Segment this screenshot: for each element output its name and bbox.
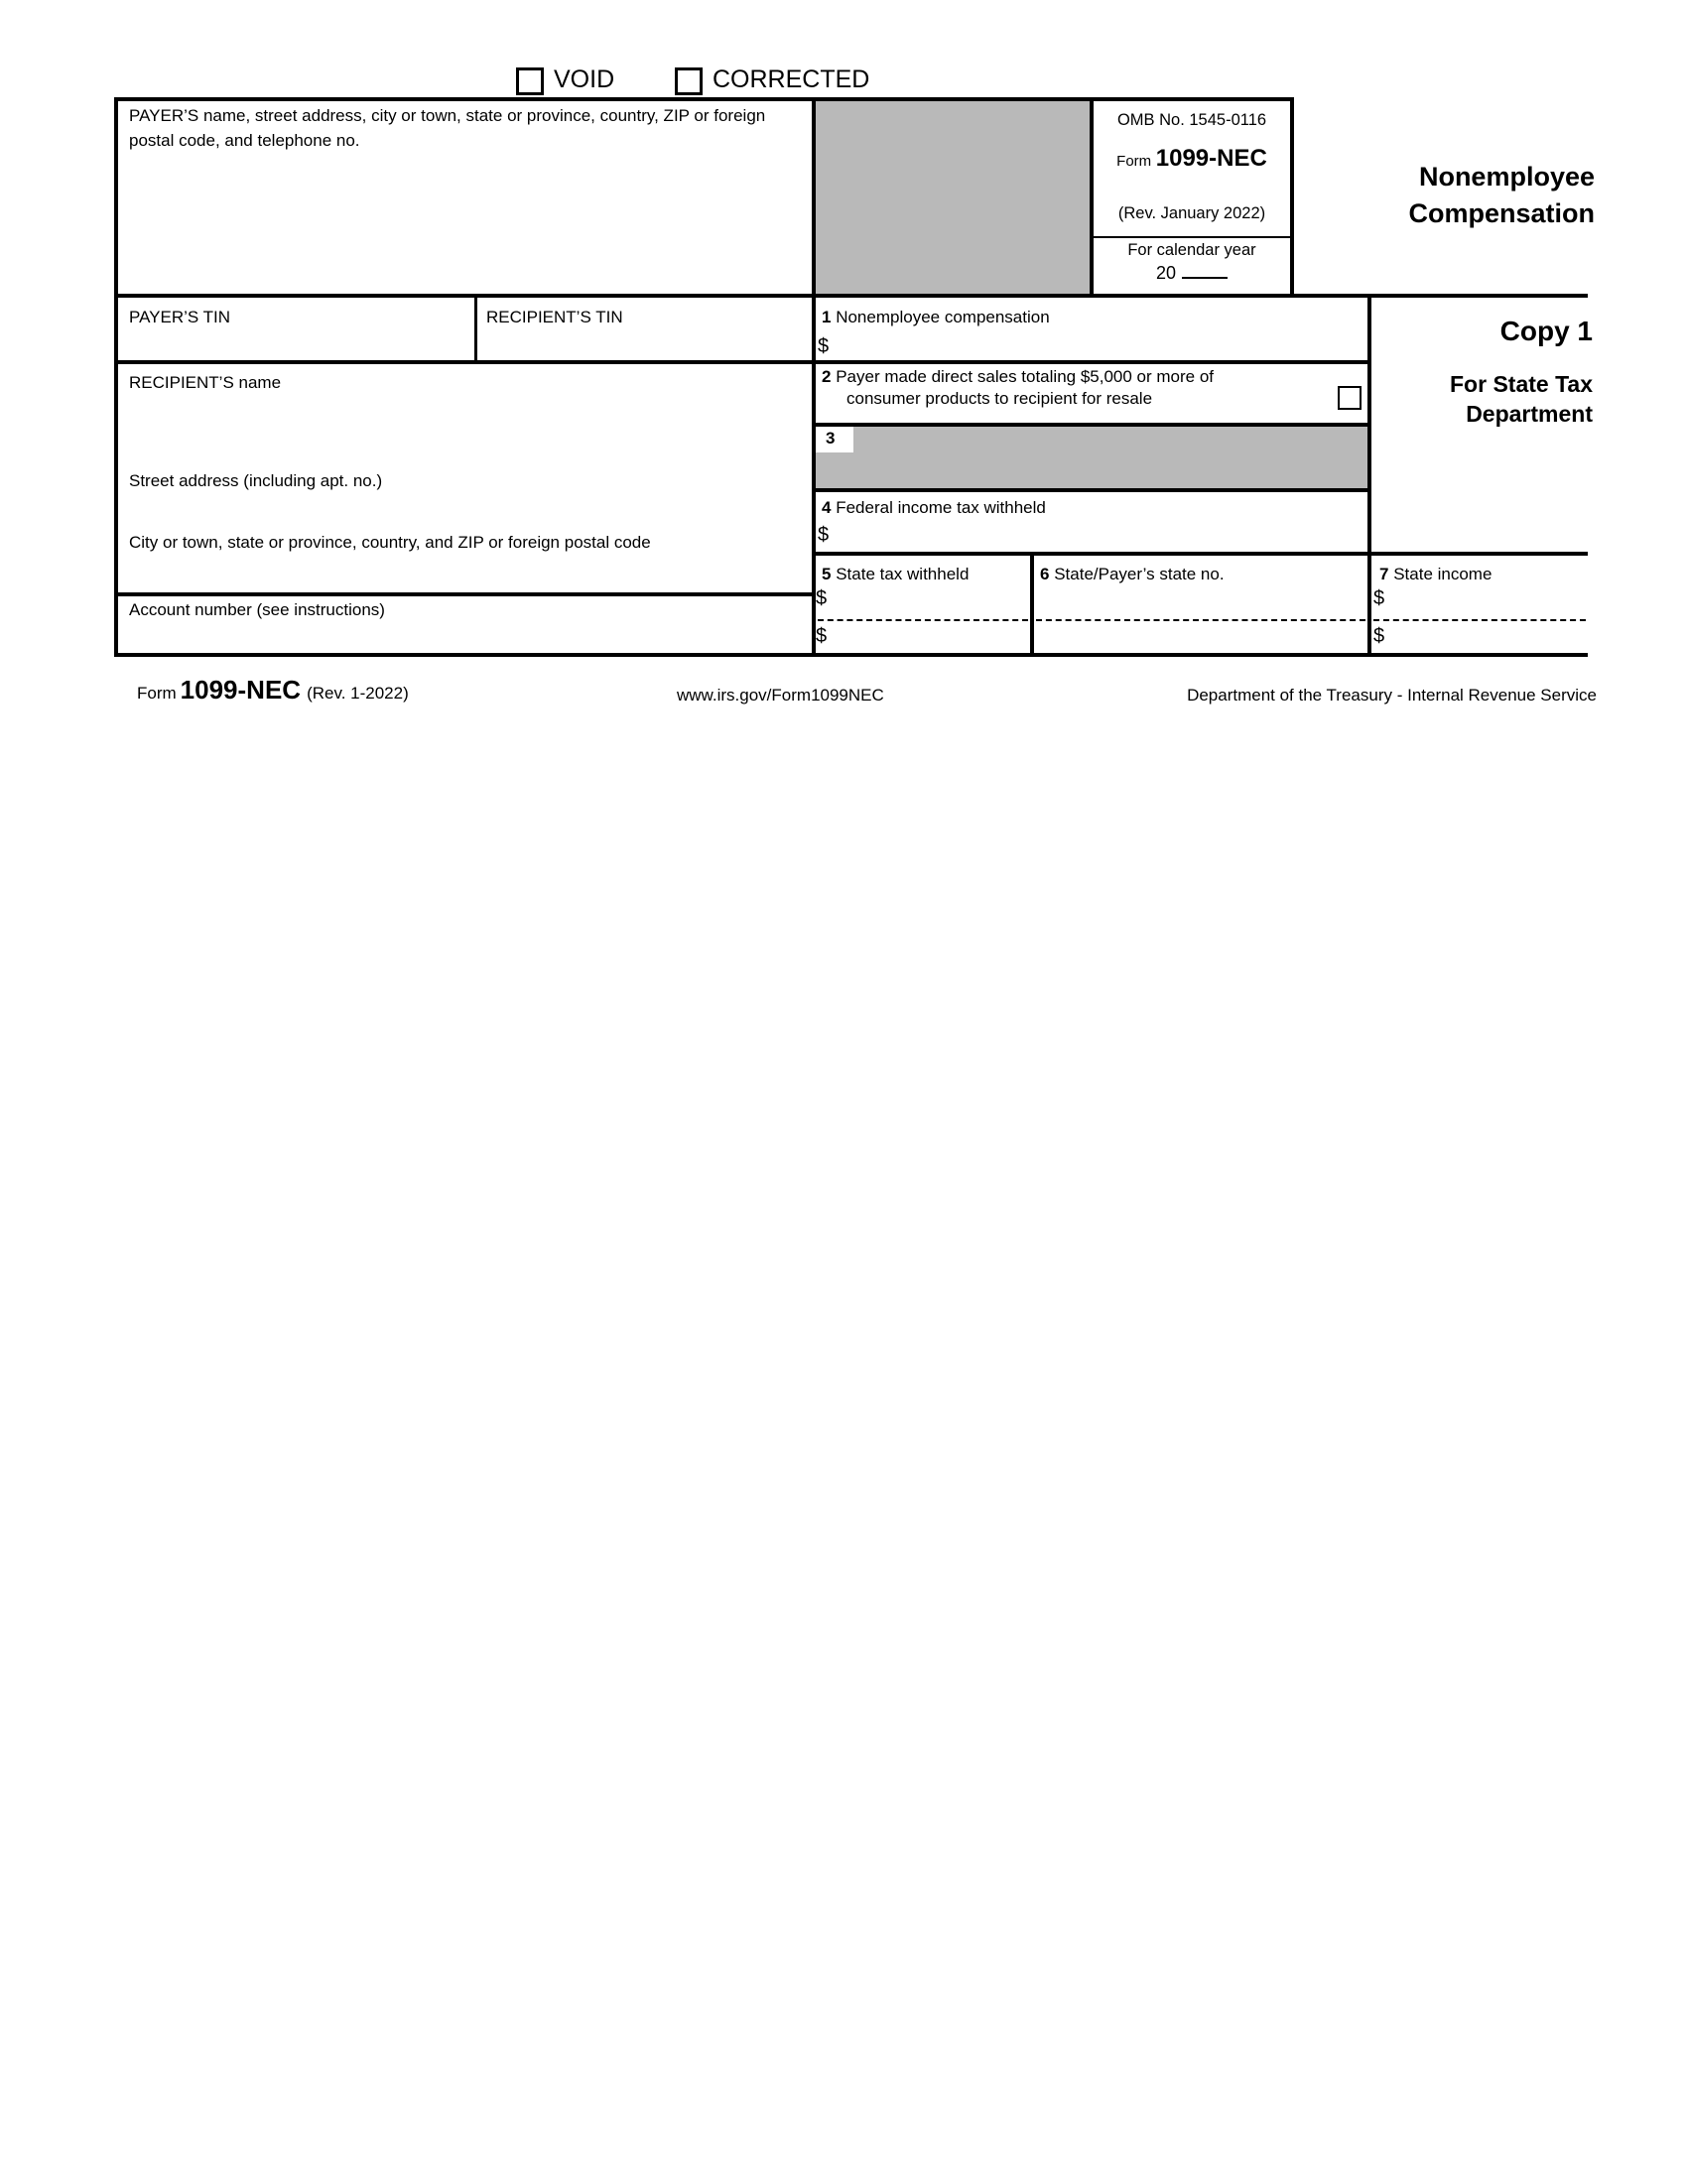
box5-amount-bottom-input[interactable] (839, 623, 1027, 649)
copy-for-line2: Department (1466, 401, 1593, 427)
account-number-label: Account number (see instructions) (129, 600, 385, 619)
box1-label (822, 305, 1050, 329)
city-state-zip-label: City or town, state or province, country, and ZIP or foreign postal code (129, 533, 651, 552)
box3-number: 3 (826, 429, 836, 448)
box2-label-line1: Payer made direct sales totaling $5,000 or more of (836, 367, 1215, 386)
box1-amount-input[interactable] (842, 331, 1358, 357)
row1-divider (114, 360, 1370, 364)
row2-divider (812, 423, 1371, 427)
box5-dashed-line (818, 619, 1028, 621)
payer-tin-input[interactable] (124, 327, 469, 357)
footer-department: Department of the Treasury - Internal Revenue Service (1187, 686, 1597, 705)
recipient-tin-label: RECIPIENT’S TIN (486, 308, 623, 326)
payer-tin-label: PAYER’S TIN (129, 308, 231, 326)
recipient-name-label: RECIPIENT’S name (129, 373, 282, 392)
form-number-badge (1094, 145, 1290, 173)
form-title-line1: Nonemployee (1418, 162, 1595, 192)
footer-form-word: Form (137, 684, 177, 703)
box4-dollar-sign: $ (818, 524, 830, 546)
omb-number: OMB No. 1545-0116 (1116, 111, 1267, 129)
box7-amount-top-input[interactable] (1397, 585, 1586, 615)
calendar-year-prefix: 20 (1155, 263, 1177, 283)
payer-info-input[interactable] (124, 159, 804, 288)
box7-number: 7 (1379, 565, 1389, 583)
box6-state-number-input[interactable] (1038, 585, 1363, 649)
omb-right-border (1290, 97, 1294, 298)
corrected-label: CORRECTED (713, 65, 870, 93)
corrected-checkbox[interactable] (675, 67, 703, 95)
box4-label-text: Federal income tax withheld (836, 498, 1046, 517)
box5-box6-divider (1030, 552, 1034, 657)
box5-amount-top-input[interactable] (839, 585, 1027, 615)
box1-number: 1 (822, 308, 832, 326)
omb-sub-divider (1094, 236, 1290, 238)
top-border-line (114, 97, 1294, 101)
box2-resale-checkbox[interactable] (1338, 386, 1362, 410)
box7-label (1379, 562, 1492, 586)
box2-label-line2: consumer products to recipient for resale (846, 389, 1153, 408)
footer-form-number: 1099-NEC (180, 675, 302, 705)
copy-label: Copy 1 (1499, 316, 1593, 346)
box1-dollar-sign: $ (818, 335, 830, 357)
shaded-area-top (813, 99, 1092, 294)
box5-dollar-sign-bottom: $ (816, 625, 828, 647)
row3-divider (812, 488, 1371, 492)
recipient-tin-input[interactable] (482, 327, 808, 357)
box7-dollar-sign-top: $ (1373, 587, 1385, 609)
street-address-input[interactable] (124, 492, 804, 526)
box1-label-text: Nonemployee compensation (836, 308, 1050, 326)
box5-number: 5 (822, 565, 832, 583)
box7-amount-bottom-input[interactable] (1397, 623, 1586, 649)
box3-number-chip (816, 427, 853, 452)
recipient-name-input[interactable] (124, 395, 804, 460)
city-state-zip-input[interactable] (124, 554, 804, 589)
main-column-divider (812, 97, 816, 657)
void-checkbox[interactable] (516, 67, 544, 95)
box6-label-text: State/Payer’s state no. (1054, 565, 1225, 583)
copy-for-text (1374, 369, 1593, 429)
left-border-line (114, 97, 118, 657)
form-title (1374, 159, 1595, 231)
street-address-label: Street address (including apt. no.) (129, 471, 383, 490)
void-label: VOID (554, 65, 615, 93)
box4-amount-input[interactable] (842, 522, 1358, 548)
box6-number: 6 (1040, 565, 1050, 583)
calendar-year-label: For calendar year (1127, 241, 1256, 259)
box5-dollar-sign-top: $ (816, 587, 828, 609)
top-row-divider (114, 294, 1588, 298)
box4-number: 4 (822, 498, 832, 517)
box5-label (822, 562, 969, 586)
box5-label-text: State tax withheld (836, 565, 970, 583)
box7-dollar-sign-bottom: $ (1373, 625, 1385, 647)
copy-column-divider (1367, 294, 1371, 657)
account-number-input[interactable] (124, 621, 804, 651)
footer-form-id (137, 675, 409, 706)
row4-divider (812, 552, 1588, 556)
calendar-year-input[interactable] (1182, 277, 1228, 279)
payer-info-label: PAYER’S name, street address, city or town, state or province, country, ZIP or foreign postal code, and telephone no. (129, 106, 770, 150)
revision-label: (Rev. January 2022) (1117, 204, 1266, 222)
account-row-divider (114, 592, 815, 596)
box7-dashed-line (1373, 619, 1586, 621)
form-word: Form (1116, 153, 1152, 170)
copy-for-line1: For State Tax (1450, 371, 1593, 397)
box4-label (822, 495, 1046, 520)
form-number: 1099-NEC (1155, 145, 1267, 172)
footer-irs-url[interactable]: www.irs.gov/Form1099NEC (677, 686, 884, 705)
box6-label (1040, 562, 1225, 586)
footer-revision: (Rev. 1-2022) (307, 684, 409, 703)
box2-label (822, 366, 1308, 410)
form-title-line2: Compensation (1408, 197, 1595, 228)
tin-divider (474, 298, 477, 362)
box7-label-text: State income (1393, 565, 1492, 583)
calendar-year-row (1094, 263, 1290, 284)
box3-shaded-area (814, 425, 1369, 490)
box2-number: 2 (822, 367, 832, 386)
